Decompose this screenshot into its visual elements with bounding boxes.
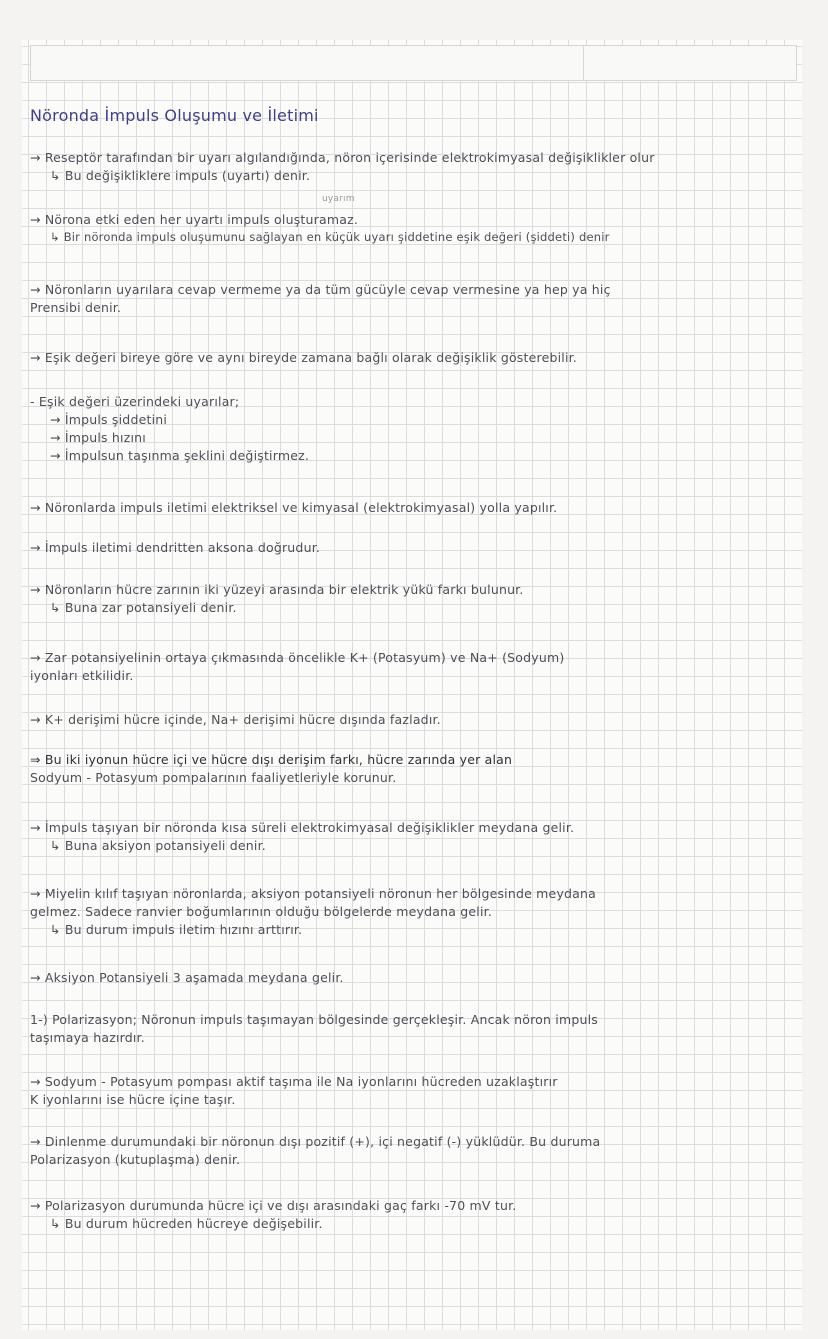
note-line: → Nöronların uyarılara cevap vermeme ya da tüm gücüyle cevap vermesine ya hep ya hiç	[30, 282, 611, 297]
note-line: → Sodyum - Potasyum pompası aktif taşıma ile Na iyonlarını hücreden uzaklaştırır	[30, 1074, 558, 1089]
note-line: → İmpuls taşıyan bir nöronda kısa süreli elektrokimyasal değişiklikler meydana gelir.	[30, 820, 575, 835]
note-line: ↳ Bu durum hücreden hücreye değişebilir.	[50, 1216, 323, 1231]
note-line: → Zar potansiyelinin ortaya çıkmasında öncelikle K+ (Potasyum) ve Na+ (Sodyum)	[30, 650, 565, 665]
note-line: → İmpuls şiddetini	[50, 412, 168, 427]
note-line: iyonları etkilidir.	[30, 668, 134, 683]
note-line: ↳ Buna zar potansiyeli denir.	[50, 600, 237, 615]
note-line: → Nörona etki eden her uyartı impuls oluşturamaz.	[30, 212, 359, 227]
note-line: → İmpuls iletimi dendritten aksona doğrudur.	[30, 540, 321, 555]
note-line: → İmpuls hızını	[50, 430, 146, 445]
note-line: taşımaya hazırdır.	[30, 1030, 145, 1045]
note-annotation: uyarım	[322, 194, 355, 204]
note-line: → İmpulsun taşınma şeklini değiştirmez.	[50, 448, 310, 463]
note-line: ↳ Buna aksiyon potansiyeli denir.	[50, 838, 266, 853]
note-line: → Nöronlarda impuls iletimi elektriksel ve kimyasal (elektrokimyasal) yolla yapılır.	[30, 500, 558, 515]
note-line: → Miyelin kılıf taşıyan nöronlarda, aksiyon potansiyeli nöronun her bölgesinde meydana	[30, 886, 597, 901]
note-line: ↳ Bu değişikliklere impuls (uyartı) denir.	[50, 168, 311, 183]
note-line: Polarizasyon (kutuplaşma) denir.	[30, 1152, 241, 1167]
note-line: 1-) Polarizasyon; Nöronun impuls taşımayan bölgesinde gerçekleşir. Ancak nöron impuls	[30, 1012, 598, 1027]
note-line: ↳ Bir nöronda impuls oluşumunu sağlayan en küçük uyarı şiddetine eşik değeri (şiddeti) denir	[50, 230, 610, 244]
note-line: → Dinlenme durumundaki bir nöronun dışı pozitif (+), içi negatif (-) yüklüdür. Bu duruma	[30, 1134, 601, 1149]
note-line: K iyonlarını ise hücre içine taşır.	[30, 1092, 236, 1107]
note-line: ⇒ Bu iki iyonun hücre içi ve hücre dışı derişim farkı, hücre zarında yer alan	[30, 752, 513, 767]
note-line: → Nöronların hücre zarının iki yüzeyi arasında bir elektrik yükü farkı bulunur.	[30, 582, 524, 597]
note-line: ↳ Bu durum impuls iletim hızını arttırır.	[50, 922, 303, 937]
header-divider	[583, 45, 584, 81]
note-line: → K+ derişimi hücre içinde, Na+ derişimi hücre dışında fazladır.	[30, 712, 441, 727]
note-line: - Eşik değeri üzerindeki uyarılar;	[30, 394, 240, 409]
note-line: → Eşik değeri bireye göre ve aynı bireyde zamana bağlı olarak değişiklik gösterebilir.	[30, 350, 577, 365]
note-line: → Aksiyon Potansiyeli 3 aşamada meydana gelir.	[30, 970, 344, 985]
note-line: → Reseptör tarafından bir uyarı algılandığında, nöron içerisinde elektrokimyasal değişiklikler olur	[30, 150, 655, 165]
page-title: Nöronda İmpuls Oluşumu ve İletimi	[30, 106, 319, 125]
note-line: gelmez. Sadece ranvier boğumlarının olduğu bölgelerde meydana gelir.	[30, 904, 492, 919]
note-line: Sodyum - Potasyum pompalarının faaliyetleriyle korunur.	[30, 770, 397, 785]
note-line: Prensibi denir.	[30, 300, 122, 315]
header-box	[30, 45, 797, 81]
note-line: → Polarizasyon durumunda hücre içi ve dışı arasındaki gaç farkı -70 mV tur.	[30, 1198, 517, 1213]
